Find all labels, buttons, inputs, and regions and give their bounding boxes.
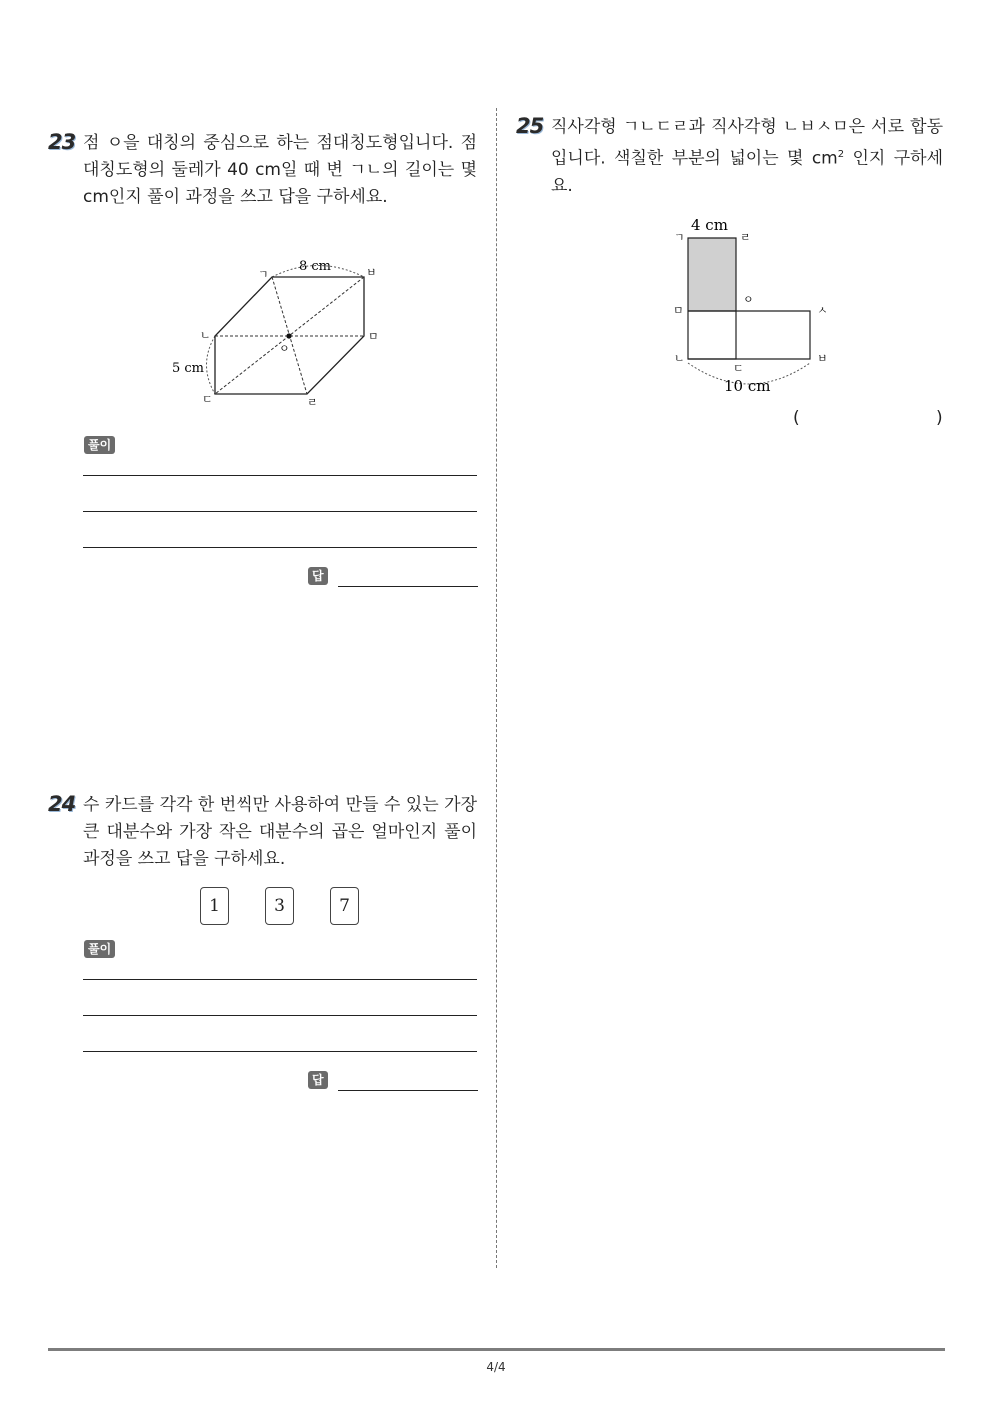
fig25-vertex-3: ㅁ xyxy=(673,304,684,317)
fig23-vertex-2: ㄴ xyxy=(200,329,211,342)
fig25-vertex-4: ㅇ xyxy=(743,293,754,306)
q24-answer-line[interactable] xyxy=(338,1090,478,1091)
q25-text-end: 인지 구하세요. xyxy=(551,148,943,196)
fig23-top-length: 8 cm xyxy=(299,259,332,274)
q25-answer-close-paren: ) xyxy=(936,408,943,428)
q25-answer-space[interactable] xyxy=(805,408,933,430)
question-25-figure xyxy=(660,205,860,400)
fig25-vertex-6: ㄴ xyxy=(674,352,685,365)
fig23-vertex-5: ㅁ xyxy=(368,330,379,343)
question-23-text: 점 ㅇ을 대칭의 중심으로 하는 점대칭도형입니다. 점대칭도형의 둘레가 40 cm일 때 변 ㄱㄴ의 길이는 몇 cm인지 풀이 과정을 쓰고 답을 구하세요. xyxy=(83,133,477,207)
question-23-number: 23 xyxy=(48,130,76,154)
fig25-bottom-length: 10 cm xyxy=(724,377,771,395)
question-25-number: 25 xyxy=(516,114,544,138)
column-divider xyxy=(496,108,497,1268)
q23-solution-tag: 풀이 xyxy=(84,436,115,454)
question-24-text: 수 카드를 각각 한 번씩만 사용하여 만들 수 있는 가장 큰 대분수와 가장 작은 대분수의 곱은 얼마인지 풀이 과정을 쓰고 답을 구하세요. xyxy=(83,795,477,869)
q23-solution-line-3[interactable] xyxy=(83,547,477,548)
number-card: 1 xyxy=(200,887,229,925)
question-25-text xyxy=(551,114,943,200)
fig25-vertex-8: ㅂ xyxy=(817,352,828,365)
fig23-vertex-3: ㄷ xyxy=(202,393,213,406)
fig25-vertex-7: ㄷ xyxy=(733,362,744,375)
fig23-center-label: ㅇ xyxy=(279,342,290,355)
q24-solution-line-2[interactable] xyxy=(83,1015,477,1016)
fig23-vertex-4: ㄹ xyxy=(307,396,318,409)
footer-rule xyxy=(48,1348,945,1351)
page-number: 4/4 xyxy=(486,1360,506,1374)
q23-solution-line-1[interactable] xyxy=(83,475,477,476)
fig25-top-length: 4 cm xyxy=(691,216,728,234)
q24-answer-tag: 답 xyxy=(308,1071,328,1089)
q25-text-superscript: 2 xyxy=(837,149,845,160)
q24-solution-line-1[interactable] xyxy=(83,979,477,980)
fig23-vertex-6: ㅂ xyxy=(366,266,377,279)
number-card: 7 xyxy=(330,887,359,925)
q23-solution-line-2[interactable] xyxy=(83,511,477,512)
number-card: 3 xyxy=(265,887,294,925)
q24-solution-line-3[interactable] xyxy=(83,1051,477,1052)
fig23-side-length: 5 cm xyxy=(172,361,205,376)
question-23-figure xyxy=(160,250,400,415)
fig25-vertex-2: ㄹ xyxy=(740,231,751,244)
q23-answer-tag: 답 xyxy=(308,567,328,585)
q25-answer-open-paren: ( xyxy=(793,408,800,428)
fig25-vertex-1: ㄱ xyxy=(674,231,685,244)
fig25-vertex-5: ㅅ xyxy=(817,304,828,317)
q25-text-main: 직사각형 ㄱㄴㄷㄹ과 직사각형 ㄴㅂㅅㅁ은 서로 합동입니다. 색칠한 부분의 넓이는 몇 cm xyxy=(551,117,943,169)
q23-answer-line[interactable] xyxy=(338,586,478,587)
q24-solution-tag: 풀이 xyxy=(84,940,115,958)
fig23-vertex-1: ㄱ xyxy=(258,268,269,281)
question-24-number: 24 xyxy=(48,792,76,816)
